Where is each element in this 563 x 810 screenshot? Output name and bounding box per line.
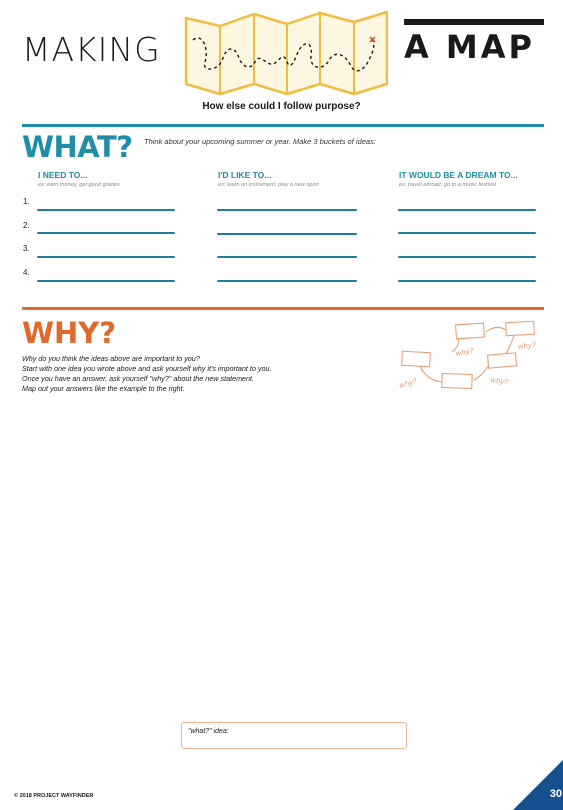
- section-divider-what: [22, 124, 544, 127]
- copyright: © 2018 PROJECT WAYFINDER: [14, 793, 94, 799]
- page-number: 30: [549, 788, 562, 800]
- what-idea-box[interactable]: [181, 722, 407, 749]
- answer-line-need-3[interactable]: [37, 256, 175, 258]
- answer-line-like-2[interactable]: [217, 233, 357, 235]
- row-number-2: 2.: [23, 221, 30, 230]
- why-diagram-label: why?: [454, 346, 475, 358]
- page-corner-triangle: [513, 760, 563, 810]
- answer-line-like-4[interactable]: [217, 280, 357, 282]
- why-instruction-line: Why do you think the ideas above are important to you?: [22, 354, 200, 363]
- answer-line-dream-4[interactable]: [398, 280, 536, 282]
- page-subtitle: How else could I follow purpose?: [202, 101, 361, 112]
- answer-line-dream-1[interactable]: [398, 209, 536, 211]
- title-bar: [404, 19, 544, 25]
- why-diagram-label: why?: [489, 376, 509, 387]
- answer-line-need-2[interactable]: [37, 232, 175, 234]
- row-number-1: 1.: [23, 197, 30, 206]
- column-example-need: ex: earn money, get good grades: [38, 182, 120, 188]
- answer-line-need-1[interactable]: [37, 209, 175, 211]
- answer-line-like-1[interactable]: [217, 209, 357, 211]
- why-example-diagram: [396, 318, 548, 400]
- why-diagram-label: why?: [517, 341, 537, 351]
- title-a-map: A MAP: [404, 28, 535, 66]
- folded-map-illustration: [183, 10, 388, 96]
- what-heading: WHAT?: [22, 130, 133, 164]
- why-instructions: [22, 354, 271, 394]
- why-instruction-line: Map out your answers like the example to the right.: [22, 384, 185, 393]
- answer-line-need-4[interactable]: [37, 280, 175, 282]
- answer-line-like-3[interactable]: [217, 256, 357, 258]
- why-heading: WHY?: [22, 316, 117, 350]
- column-heading-dream: IT WOULD BE A DREAM TO...: [399, 170, 518, 180]
- what-idea-label: "what?" idea:: [188, 728, 229, 735]
- row-number-4: 4.: [23, 268, 30, 277]
- column-heading-like: I'D LIKE TO...: [218, 170, 272, 180]
- section-divider-why: [22, 307, 544, 310]
- what-intro: Think about your upcoming summer or year. Make 3 buckets of ideas:: [144, 137, 376, 146]
- answer-line-dream-3[interactable]: [398, 256, 536, 258]
- why-instruction-line: Start with one idea you wrote above and ask yourself why it's important to you.: [22, 364, 272, 373]
- column-example-like: ex: learn an instrument, play a new sport: [218, 182, 319, 188]
- row-number-3: 3.: [23, 244, 30, 253]
- answer-line-dream-2[interactable]: [398, 232, 536, 234]
- why-instruction-line: Once you have an answer, ask yourself "why?" about the new statement.: [22, 374, 255, 383]
- column-example-dream: ex: travel abroad, go to a music festival: [399, 182, 497, 188]
- column-heading-need: I NEED TO...: [38, 170, 88, 180]
- why-diagram-label: why?: [398, 377, 418, 390]
- title-making: MAKING: [22, 30, 161, 69]
